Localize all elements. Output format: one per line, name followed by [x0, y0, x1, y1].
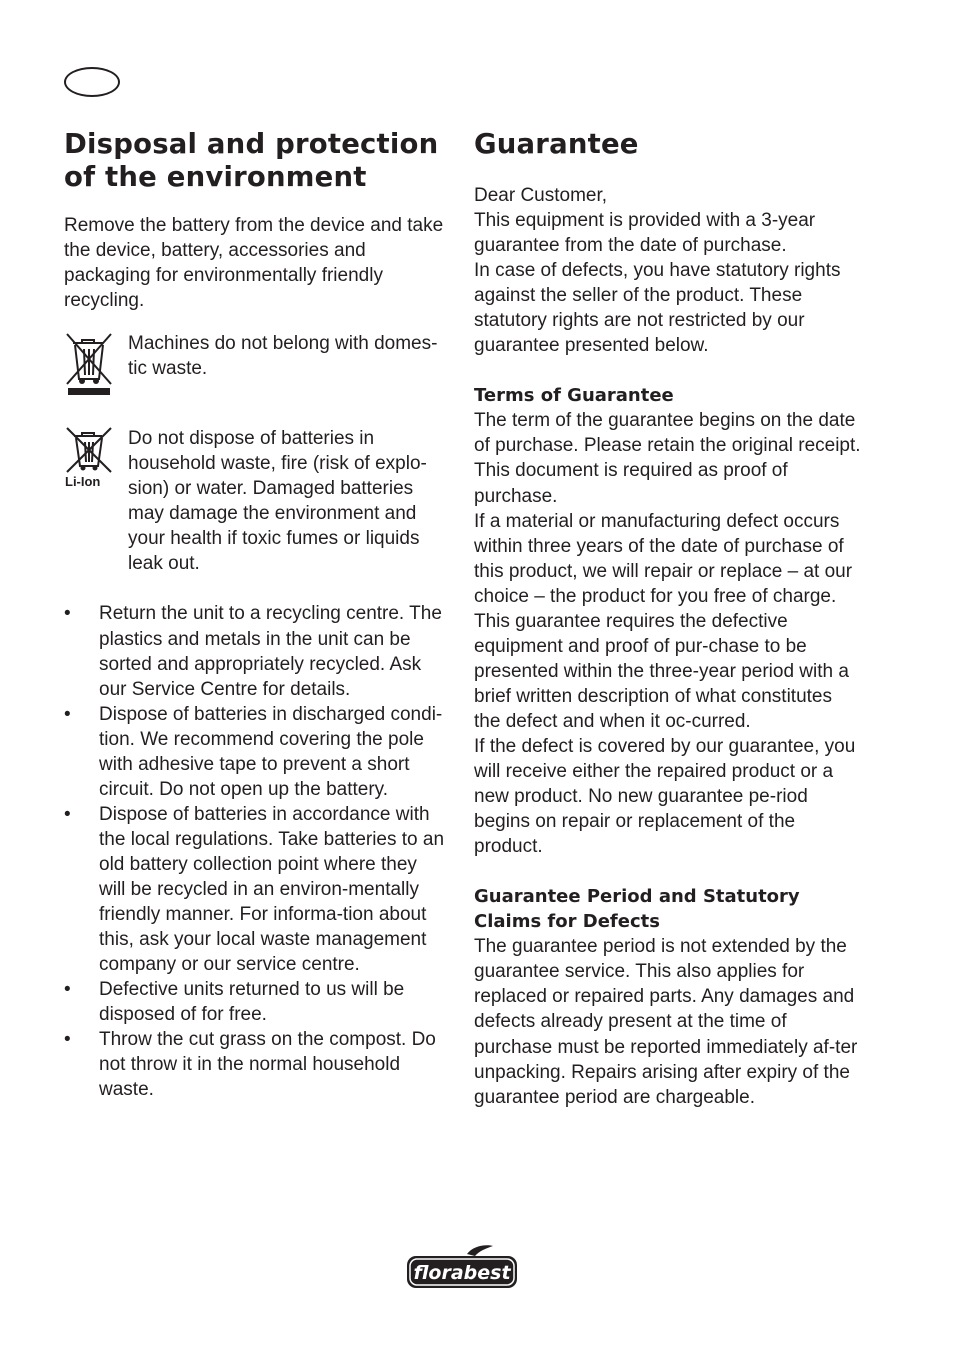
list-item: • Defective units returned to us will be disposed of for free. [64, 979, 405, 1026]
guarantee-section [474, 128, 862, 1110]
list-item: • Throw the cut grass on the compost. Do not throw it in the normal household waste. [64, 1029, 436, 1101]
period-text: The guarantee period is not extended by the guarantee service. This also applies for replaced or repaired parts. Any damages and defects already present at the time of purchase must be reported immediately af-ter unpacking. Repairs arising after expiry of the guarantee period are chargeable. [474, 936, 858, 1108]
list-item: • Dispose of batteries in accordance with the local regulations. Take batteries to an old battery collection point where they will be recycled in an environ-mentally friendly manner. For informa-tion about this, ask your local waste management company or our service centre. [64, 803, 445, 976]
disposal-title: Disposal and protection of the environment [64, 128, 439, 193]
guarantee-title: Guarantee [474, 128, 639, 160]
svg-text:florabest: florabest [413, 1262, 511, 1284]
disposal-list [64, 601, 448, 1102]
terms-heading: Terms of Guarantee [474, 385, 674, 407]
list-item: • Dispose of batteries in discharged condi-tion. We recommend covering the pole with adhesive tape to prevent a short circuit. Do not open up the battery. [64, 703, 443, 800]
domestic-waste-notice [64, 331, 448, 401]
disposal-intro: Remove the battery from the device and take the device, battery, accessories and packaging for environmentally friendly recycling. [64, 215, 444, 312]
battery-disposal-notice [64, 426, 448, 576]
domestic-waste-text: Machines do not belong with domes-tic waste. [128, 333, 438, 380]
battery-disposal-text: Do not dispose of batteries in household waste, fire (risk of explo-sion) or water. Damaged batteries may damage the environment and your health if toxic fumes or liquids leak out. [128, 428, 427, 575]
list-item: • Return the unit to a recycling centre. The plastics and metals in the unit can be sorted and appropriately recycled. Ask our Service Centre for details. [64, 603, 442, 700]
li-ion-bin-icon [64, 426, 128, 496]
disposal-section [64, 128, 448, 1102]
language-badge [64, 67, 120, 97]
svg-text:Li-Ion: Li-Ion [65, 474, 101, 490]
guarantee-intro: Dear Customer, This equipment is provided with a 3-year guarantee from the date of purchase. In case of defects, you have statutory rights against the seller of the product. These statutory rights are not restricted by our guarantee presented below. [474, 185, 841, 357]
period-heading: Guarantee Period and Statutory Claims for Defects [474, 886, 800, 933]
florabest-logo [405, 1244, 519, 1290]
crossed-bin-icon [64, 331, 128, 401]
terms-text: The term of the guarantee begins on the date of purchase. Please retain the original receipt. This document is required as proof of purchase. If a material or manufacturing defect occurs within three years of the date of purchase of this product, we will repair or replace – at our choice – the product for you free of charge. This guarantee requires the defective equipment and proof of pur-chase to be presented within the three-year period with a brief written description of what constitutes the defect and when it oc-curred. If the defect is covered by our guarantee, you will receive either the repaired product or a new product. No new guarantee pe-riod begins on repair or replacement of the product. [474, 410, 861, 858]
